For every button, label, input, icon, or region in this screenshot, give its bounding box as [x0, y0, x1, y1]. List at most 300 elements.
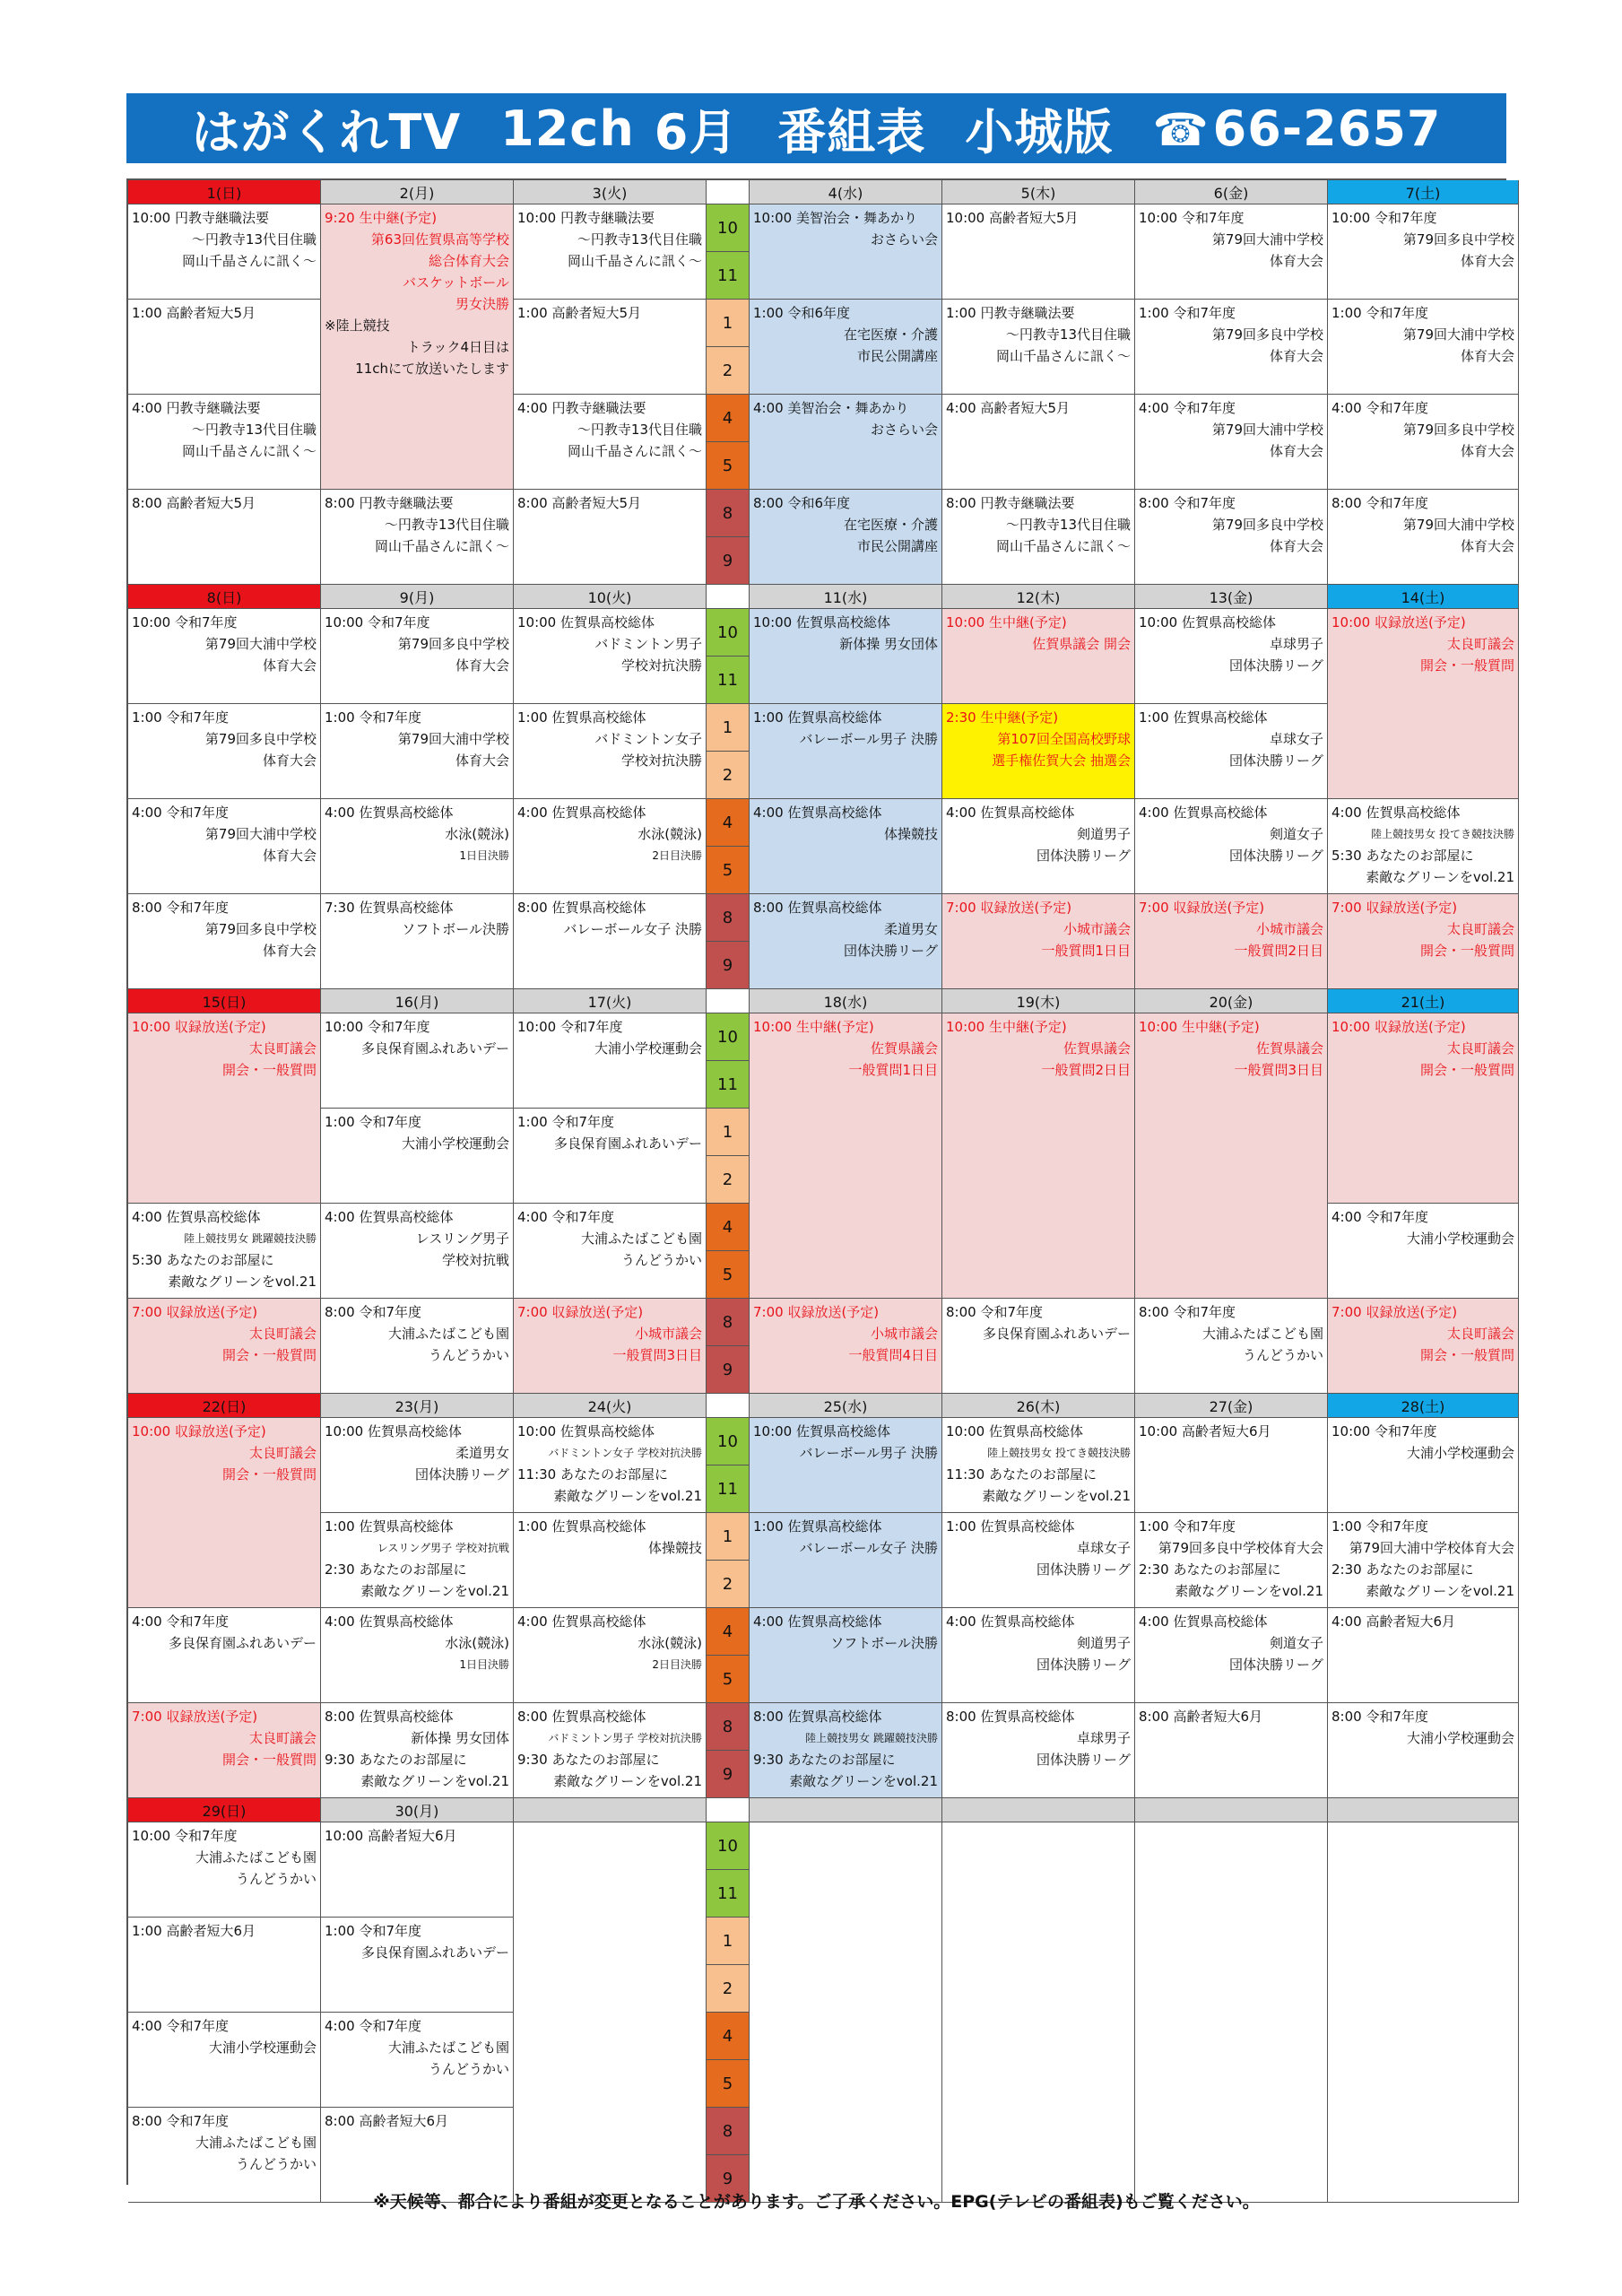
program-cell [1135, 1703, 1328, 1798]
program-cell [1135, 704, 1328, 799]
program-line: 素敵なグリーンをvol.21 [360, 1583, 509, 1599]
program-line: ※陸上競技 [325, 317, 390, 334]
program-line: 1:00 佐賀県高校総体 [517, 709, 646, 726]
program-line: 4:00 佐賀県高校総体 [1331, 804, 1461, 821]
program-line: 大浦小学校運動会 [208, 2039, 317, 2056]
program-cell [750, 1513, 942, 1608]
program-line: 1:00 令和7年度 [1139, 305, 1236, 321]
program-cell [128, 609, 321, 704]
program-line: ～円教寺13代目住職 [384, 517, 509, 533]
program-line: 卓球女子 [1269, 731, 1323, 747]
program-line: 佐賀県議会 開会 [1032, 636, 1131, 652]
program-cell [1135, 1513, 1328, 1608]
program-line: 10:00 令和7年度 [1331, 210, 1437, 226]
program-cell [1328, 490, 1519, 585]
program-line: 2:30 あなたのお部屋に [325, 1561, 467, 1578]
program-line: 団体決勝リーグ [1228, 657, 1323, 674]
program-cell [1135, 609, 1328, 704]
program-line: おさらい会 [870, 231, 938, 248]
program-line: 10:00 令和7年度 [1331, 1423, 1437, 1439]
program-cell [1328, 1013, 1519, 1204]
program-line: 水泳(競泳) [445, 826, 509, 842]
program-line: 第79回大浦中学校 [1211, 422, 1323, 438]
time-slot-label: 2 [707, 347, 749, 395]
day-header: 13(金) [1135, 585, 1328, 609]
program-line: 4:00 佐賀県高校総体 [1139, 804, 1268, 821]
day-header: 3(火) [514, 180, 707, 204]
program-line: 新体操 男女団体 [411, 1730, 509, 1746]
program-line: 陸上競技男女 跳躍競技決勝 [805, 1732, 938, 1744]
program-line: 一般質問3日目 [1234, 1062, 1323, 1078]
program-line: 9:30 あなたのお部屋に [753, 1752, 896, 1768]
program-cell [1328, 1299, 1519, 1394]
day-header: 21(土) [1328, 989, 1519, 1013]
program-line: 10:00 令和7年度 [132, 1828, 238, 1844]
program-line: 小城市議会 [1063, 921, 1131, 937]
time-slot-label: 5 [707, 1251, 749, 1299]
program-cell [1135, 799, 1328, 894]
day-header: 5(木) [942, 180, 1135, 204]
program-line: 体育大会 [1460, 538, 1514, 554]
program-line: 第79回多良中学校 [397, 636, 509, 652]
day-header: 27(金) [1135, 1394, 1328, 1418]
program-cell [514, 490, 707, 585]
day-header: 22(日) [128, 1394, 321, 1418]
program-line: 5:30 あなたのお部屋に [132, 1252, 274, 1268]
day-header: 24(火) [514, 1394, 707, 1418]
program-line: 4:00 佐賀県高校総体 [325, 1209, 454, 1225]
day-header [1328, 1798, 1519, 1822]
time-slot-label: 4 [707, 1204, 749, 1251]
program-cell [514, 609, 707, 704]
program-line: 10:00 佐賀県高校総体 [325, 1423, 462, 1439]
program-cell [514, 1013, 707, 1109]
program-cell [750, 609, 942, 704]
program-line: 小城市議会 [870, 1326, 938, 1342]
program-line: 第79回大浦中学校 [397, 731, 509, 747]
time-slot-label: 4 [707, 395, 749, 442]
program-line: 4:00 令和7年度 [132, 1613, 229, 1630]
program-cell [942, 1013, 1135, 1299]
program-line: 大浦小学校運動会 [1406, 1445, 1514, 1461]
program-line: うんどうかい [235, 1871, 317, 1887]
program-line: うんどうかい [428, 1347, 509, 1363]
program-line: バレーボール女子 決勝 [563, 921, 702, 937]
program-cell [514, 1109, 707, 1204]
program-cell [321, 1918, 514, 2013]
program-line: 10:00 佐賀県高校総体 [946, 1423, 1083, 1439]
day-header: 1(日) [128, 180, 321, 204]
program-line: 素敵なグリーンをvol.21 [982, 1488, 1131, 1504]
program-cell [1328, 1608, 1519, 1703]
program-line: 素敵なグリーンをvol.21 [1366, 869, 1514, 885]
program-line: 第79回多良中学校 [1211, 517, 1323, 533]
day-header: 26(木) [942, 1394, 1135, 1418]
program-line: 1:00 令和7年度 [325, 1923, 421, 1939]
empty-cell [1328, 1822, 1519, 2203]
time-slot-label: 10 [707, 1822, 749, 1870]
time-slot-label: 4 [707, 1608, 749, 1656]
program-line: 10:00 生中継(予定) [946, 1019, 1067, 1035]
program-line: 10:00 佐賀県高校総体 [753, 1423, 890, 1439]
program-cell [750, 1608, 942, 1703]
program-line: 素敵なグリーンをvol.21 [1366, 1583, 1514, 1599]
program-line: 第79回多良中学校体育大会 [1158, 1540, 1323, 1556]
time-slot-label: 5 [707, 1656, 749, 1703]
day-header: 2(月) [321, 180, 514, 204]
program-line: ～円教寺13代目住職 [1005, 517, 1131, 533]
time-slot-label: 9 [707, 537, 749, 584]
program-cell [321, 1299, 514, 1394]
program-line: 4:00 高齢者短大5月 [946, 400, 1070, 416]
program-cell [128, 1703, 321, 1798]
program-line: バスケットボール [403, 274, 509, 291]
program-line: 太良町議会 [1446, 636, 1514, 652]
program-line: 4:00 佐賀県高校総体 [946, 1613, 1075, 1630]
program-cell [942, 1513, 1135, 1608]
program-line: バドミントン女子 [594, 731, 702, 747]
program-line: 体育大会 [1269, 348, 1323, 364]
program-line: 体育大会 [1269, 443, 1323, 459]
program-cell [321, 1608, 514, 1703]
program-line: 7:00 収録放送(予定) [517, 1304, 644, 1320]
time-slot-label: 10 [707, 1418, 749, 1465]
program-line: 素敵なグリーンをvol.21 [553, 1773, 702, 1789]
program-line: 体操競技 [647, 1540, 702, 1556]
program-cell [514, 1513, 707, 1608]
day-header: 30(月) [321, 1798, 514, 1822]
program-line: うんどうかい [620, 1252, 702, 1268]
program-line: 太良町議会 [1446, 1326, 1514, 1342]
program-cell [1328, 1513, 1519, 1608]
program-line: 10:00 高齢者短大6月 [1139, 1423, 1271, 1439]
time-slot-label: 11 [707, 657, 749, 704]
program-cell [321, 1204, 514, 1299]
program-line: 5:30 あなたのお部屋に [1331, 848, 1474, 864]
program-line: バレーボール女子 決勝 [799, 1540, 938, 1556]
program-line: 第79回大浦中学校 [204, 826, 317, 842]
program-line: 太良町議会 [1446, 1040, 1514, 1057]
program-line: 1:00 高齢者短大5月 [132, 305, 256, 321]
program-line: 7:00 収録放送(予定) [1331, 900, 1458, 916]
program-cell [514, 1299, 707, 1394]
program-line: 2:30 あなたのお部屋に [1139, 1561, 1281, 1578]
day-header [1135, 1798, 1328, 1822]
edition-label: 小城版 [965, 103, 1114, 161]
program-cell [942, 395, 1135, 490]
program-line: 10:00 令和7年度 [1139, 210, 1245, 226]
program-line: 体育大会 [262, 848, 317, 864]
program-line: 8:00 令和7年度 [132, 900, 229, 916]
program-line: 8:00 令和7年度 [132, 2113, 229, 2129]
program-line: 体育大会 [1460, 443, 1514, 459]
day-header: 12(木) [942, 585, 1135, 609]
program-line: 大浦ふたばこども園 [1201, 1326, 1323, 1342]
program-line: 岡山千晶さんに訊く～ [181, 443, 317, 459]
program-line: 1:00 令和7年度 [325, 709, 421, 726]
program-cell [514, 1703, 707, 1798]
empty-cell [514, 1822, 707, 2203]
program-line: 4:00 令和7年度 [132, 804, 229, 821]
program-line: 一般質問1日目 [1041, 943, 1131, 959]
program-line: 11:30 あなたのお部屋に [946, 1466, 1097, 1483]
program-cell [128, 300, 321, 395]
program-cell [514, 1608, 707, 1703]
time-slot-label: 11 [707, 1465, 749, 1513]
program-line: 2日目決勝 [652, 849, 702, 862]
program-line: 素敵なグリーンをvol.21 [1175, 1583, 1323, 1599]
program-line: 10:00 令和7年度 [517, 1019, 623, 1035]
day-header: 10(火) [514, 585, 707, 609]
program-line: 体育大会 [262, 752, 317, 769]
day-header: 17(火) [514, 989, 707, 1013]
program-cell [1135, 204, 1328, 300]
program-line: 体育大会 [1460, 253, 1514, 269]
program-line: 8:00 佐賀県高校総体 [946, 1709, 1075, 1725]
program-line: 8:00 佐賀県高校総体 [325, 1709, 454, 1725]
program-cell [514, 395, 707, 490]
program-line: 大浦ふたばこども園 [387, 2039, 509, 2056]
program-line: 8:00 令和7年度 [946, 1304, 1043, 1320]
program-cell [514, 894, 707, 989]
program-line: 2:30 生中継(予定) [946, 709, 1059, 726]
program-cell [321, 1109, 514, 1204]
program-line: 岡山千晶さんに訊く～ [567, 443, 702, 459]
program-line: うんどうかい [1242, 1347, 1323, 1363]
day-header: 28(土) [1328, 1394, 1519, 1418]
program-line: 4:00 令和7年度 [1139, 400, 1236, 416]
program-cell [1135, 1608, 1328, 1703]
program-line: 10:00 佐賀県高校総体 [517, 1423, 655, 1439]
day-header: 14(土) [1328, 585, 1519, 609]
time-slot-label: 10 [707, 204, 749, 252]
program-line: 大浦小学校運動会 [1406, 1231, 1514, 1247]
program-line: 第79回多良中学校 [204, 921, 317, 937]
program-line: 10:00 収録放送(予定) [132, 1423, 266, 1439]
time-slot-label: 4 [707, 799, 749, 847]
channel-number: 12ch [500, 100, 635, 157]
program-line: 素敵なグリーンをvol.21 [789, 1773, 938, 1789]
program-line: 岡山千晶さんに訊く～ [567, 253, 702, 269]
time-slot-column [707, 1418, 750, 1798]
program-line: 剣道女子 [1269, 826, 1323, 842]
program-cell [128, 2013, 321, 2108]
program-cell [128, 1608, 321, 1703]
program-line: 1:00 佐賀県高校総体 [946, 1518, 1075, 1535]
program-line: 第79回多良中学校 [1211, 326, 1323, 343]
time-header-blank [707, 585, 750, 609]
program-cell [321, 894, 514, 989]
program-line: 新体操 男女団体 [839, 636, 938, 652]
program-line: 10:00 収録放送(予定) [1331, 1019, 1466, 1035]
program-line: 岡山千晶さんに訊く～ [995, 348, 1131, 364]
program-cell [514, 704, 707, 799]
program-line: 素敵なグリーンをvol.21 [168, 1274, 317, 1290]
program-line: 第63回佐賀県高等学校 [370, 231, 509, 248]
program-line: 大浦ふたばこども園 [387, 1326, 509, 1342]
program-line: 体育大会 [455, 752, 509, 769]
program-line: 小城市議会 [634, 1326, 702, 1342]
program-line: バドミントン男子 [594, 636, 702, 652]
program-cell [750, 704, 942, 799]
program-line: 佐賀県議会 [1255, 1040, 1323, 1057]
program-line: 4:00 美智治会・舞あかり [753, 400, 909, 416]
program-cell [128, 799, 321, 894]
time-slot-column [707, 1822, 750, 2203]
program-cell [1135, 894, 1328, 989]
program-line: 体育大会 [455, 657, 509, 674]
program-line: 8:00 令和7年度 [1331, 1709, 1428, 1725]
time-slot-column [707, 609, 750, 989]
program-line: 体育大会 [262, 943, 317, 959]
program-line: 8:00 高齢者短大6月 [325, 2113, 448, 2129]
program-line: 10:00 収録放送(予定) [1331, 614, 1466, 631]
program-line: 第79回多良中学校 [204, 731, 317, 747]
day-header: 7(土) [1328, 180, 1519, 204]
program-line: 学校対抗戦 [441, 1252, 509, 1268]
program-line: 4:00 佐賀県高校総体 [517, 804, 646, 821]
program-line: ～円教寺13代目住職 [191, 422, 317, 438]
program-cell [942, 1608, 1135, 1703]
program-cell [321, 2013, 514, 2108]
program-line: 1:00 令和7年度 [517, 1114, 614, 1130]
day-header: 9(月) [321, 585, 514, 609]
program-line: 1:00 令和7年度 [325, 1114, 421, 1130]
program-cell [128, 1299, 321, 1394]
program-line: 10:00 高齢者短大5月 [946, 210, 1079, 226]
program-line: バドミントン男子 学校対抗決勝 [548, 1732, 702, 1744]
program-line: 団体決勝リーグ [1228, 848, 1323, 864]
program-line: 10:00 生中継(予定) [1139, 1019, 1260, 1035]
footer-note: ※天候等、都合により番組が変更となることがあります。ご了承ください。EPG(テレビの番組表)もご覧ください。 [373, 2192, 1260, 2212]
program-cell [321, 704, 514, 799]
program-line: 7:00 収録放送(予定) [132, 1304, 258, 1320]
program-line: バドミントン女子 学校対抗決勝 [548, 1447, 702, 1459]
program-cell [750, 1013, 942, 1299]
program-cell [942, 894, 1135, 989]
program-cell [750, 1299, 942, 1394]
program-line: 多良保育園ふれあいデー [553, 1135, 702, 1152]
program-line: 素敵なグリーンをvol.21 [553, 1488, 702, 1504]
program-line: ソフトボール決勝 [402, 921, 509, 937]
program-line: 団体決勝リーグ [1036, 848, 1131, 864]
program-line: 学校対抗決勝 [620, 752, 702, 769]
program-line: 開会・一般質問 [221, 1347, 317, 1363]
program-line: 選手権佐賀大会 抽選会 [992, 752, 1131, 769]
program-line: 1:00 令和7年度 [1331, 305, 1428, 321]
program-line: レスリング男子 学校対抗戦 [377, 1542, 509, 1554]
program-line: ～円教寺13代目住職 [191, 231, 317, 248]
time-slot-label: 5 [707, 2060, 749, 2108]
phone-number [1152, 100, 1441, 157]
program-line: 8:00 円教寺継職法要 [946, 495, 1075, 511]
program-line: 10:00 円教寺継職法要 [132, 210, 269, 226]
telephone-icon: ☎ [1152, 103, 1210, 156]
program-line: 10:00 生中継(予定) [946, 614, 1067, 631]
program-line: 2日目決勝 [652, 1658, 702, 1671]
program-line: 第79回大浦中学校 [1211, 231, 1323, 248]
program-line: 4:00 佐賀県高校総体 [946, 804, 1075, 821]
program-line: 体育大会 [1460, 348, 1514, 364]
program-line: 第79回大浦中学校 [1402, 517, 1514, 533]
program-line: 1:00 円教寺継職法要 [946, 305, 1075, 321]
program-cell [321, 204, 514, 490]
program-line: 大浦ふたばこども園 [195, 2135, 317, 2151]
program-line: 一般質問1日目 [848, 1062, 938, 1078]
time-slot-label: 2 [707, 1156, 749, 1204]
program-line: 団体決勝リーグ [414, 1466, 509, 1483]
time-slot-label: 9 [707, 942, 749, 988]
program-line: 1:00 佐賀県高校総体 [753, 709, 882, 726]
program-cell [750, 204, 942, 300]
day-header [750, 1798, 942, 1822]
program-cell [321, 609, 514, 704]
program-line: 10:00 令和7年度 [325, 1019, 430, 1035]
program-line: 4:00 令和7年度 [325, 2018, 421, 2034]
program-line: 7:00 収録放送(予定) [132, 1709, 258, 1725]
day-header: 16(月) [321, 989, 514, 1013]
program-line: 8:00 令和7年度 [1139, 495, 1236, 511]
channel-name: はがくれTV [191, 103, 462, 161]
program-line: 8:00 佐賀県高校総体 [753, 900, 882, 916]
program-cell [128, 704, 321, 799]
program-cell [942, 1299, 1135, 1394]
program-cell [942, 704, 1135, 799]
program-line: 団体決勝リーグ [1228, 1657, 1323, 1673]
program-line: 10:00 収録放送(予定) [132, 1019, 266, 1035]
program-cell [514, 1418, 707, 1513]
time-slot-label: 1 [707, 1109, 749, 1156]
time-slot-label: 9 [707, 2155, 749, 2202]
program-line: 団体決勝リーグ [1036, 1752, 1131, 1768]
time-slot-label: 2 [707, 752, 749, 799]
program-line: 4:00 令和7年度 [1331, 1209, 1428, 1225]
program-line: 岡山千晶さんに訊く～ [995, 538, 1131, 554]
program-line: 団体決勝リーグ [1228, 752, 1323, 769]
time-slot-label: 8 [707, 2108, 749, 2155]
time-slot-label: 5 [707, 847, 749, 894]
program-line: 一般質問2日目 [1041, 1062, 1131, 1078]
program-line: 7:30 佐賀県高校総体 [325, 900, 454, 916]
program-line: 開会・一般質問 [1419, 657, 1514, 674]
program-line: 10:00 高齢者短大6月 [325, 1828, 457, 1844]
program-cell [128, 1204, 321, 1299]
program-line: 太良町議会 [248, 1730, 317, 1746]
program-cell [1135, 1013, 1328, 1299]
program-cell [750, 1703, 942, 1798]
program-line: 4:00 佐賀県高校総体 [1139, 1613, 1268, 1630]
program-cell [514, 1204, 707, 1299]
program-line: 佐賀県議会 [870, 1040, 938, 1057]
program-line: 1日目決勝 [459, 1658, 509, 1671]
time-slot-label: 2 [707, 1965, 749, 2013]
program-cell [514, 300, 707, 395]
time-slot-label: 8 [707, 894, 749, 942]
program-cell [942, 1418, 1135, 1513]
program-line: バレーボール男子 決勝 [799, 1445, 938, 1461]
program-line: 陸上競技男女 投てき競技決勝 [987, 1447, 1131, 1459]
time-slot-label: 8 [707, 1299, 749, 1346]
program-cell [750, 395, 942, 490]
program-line: 8:00 佐賀県高校総体 [517, 900, 646, 916]
time-slot-label: 8 [707, 490, 749, 537]
program-line: 10:00 佐賀県高校総体 [1139, 614, 1276, 631]
time-header-blank [707, 1798, 750, 1822]
program-line: 市民公開講座 [856, 538, 938, 554]
time-slot-label: 1 [707, 1513, 749, 1561]
day-header: 8(日) [128, 585, 321, 609]
program-line: 10:00 美智治会・舞あかり [753, 210, 917, 226]
